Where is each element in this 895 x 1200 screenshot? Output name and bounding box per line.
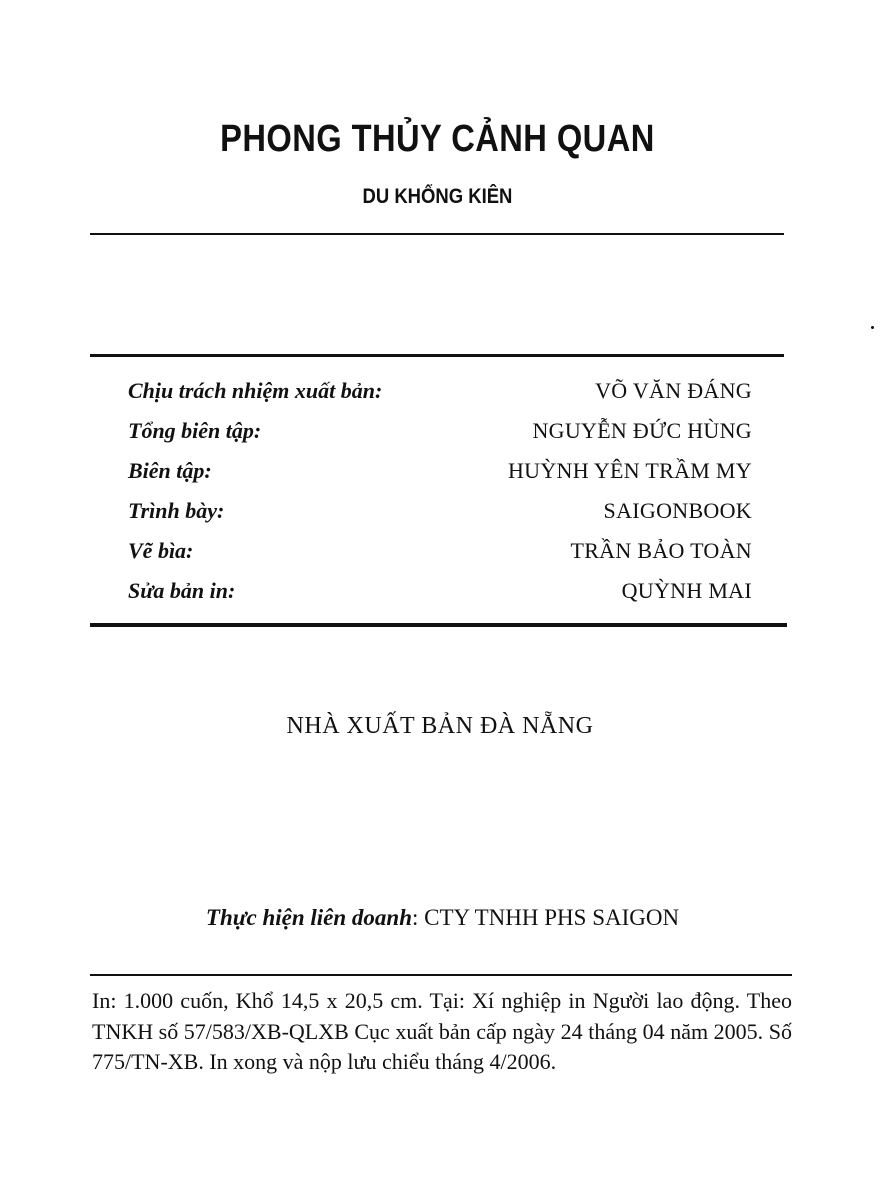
divider-credits-bottom	[90, 623, 787, 627]
credit-role: Vẽ bìa:	[128, 538, 194, 563]
divider-printing	[90, 974, 792, 976]
credit-role: Chịu trách nhiệm xuất bản:	[128, 378, 383, 403]
joint-venture-line	[0, 905, 885, 931]
credit-role: Trình bày:	[128, 498, 225, 523]
credit-row	[128, 575, 752, 615]
credit-role: Sửa bản in:	[128, 578, 236, 603]
scan-speck	[871, 326, 874, 329]
credit-row	[128, 415, 752, 455]
credit-row	[128, 375, 752, 415]
credit-role: Tổng biên tập:	[128, 418, 262, 443]
credit-row	[128, 455, 752, 495]
credit-name: NGUYỄN ĐỨC HÙNG	[532, 418, 752, 443]
credit-row	[128, 535, 752, 575]
credits-list	[128, 375, 752, 615]
divider-top	[90, 233, 784, 235]
credit-name: QUỲNH MAI	[621, 578, 752, 603]
joint-venture-value: : CTY TNHH PHS SAIGON	[412, 905, 680, 930]
credit-row	[128, 495, 752, 535]
credit-role: Biên tập:	[128, 458, 212, 483]
book-title: PHONG THỦY CẢNH QUAN	[220, 118, 655, 160]
joint-venture-label: Thực hiện liên doanh	[205, 905, 413, 930]
credit-name: VÕ VĂN ĐÁNG	[595, 378, 752, 403]
credit-name: SAIGONBOOK	[603, 498, 752, 523]
credit-name: HUỲNH YÊN TRẦM MY	[507, 458, 752, 483]
publisher-name: NHÀ XUẤT BẢN ĐÀ NẴNG	[286, 713, 594, 739]
book-author: DU KHỔNG KIÊN	[362, 185, 513, 208]
divider-credits-top	[90, 354, 784, 357]
printing-info: In: 1.000 cuốn, Khổ 14,5 x 20,5 cm. Tại: Xí nghiệp in Người lao động. Theo TNKH số 57/583/XB-QLXB Cục xuất bản cấp ngày 24 tháng 04 năm 2005. Số 775/TN-XB. In xong và nộp lưu chiểu tháng 4/2006.	[92, 988, 792, 1074]
credit-name: TRẦN BẢO TOÀN	[570, 538, 752, 563]
